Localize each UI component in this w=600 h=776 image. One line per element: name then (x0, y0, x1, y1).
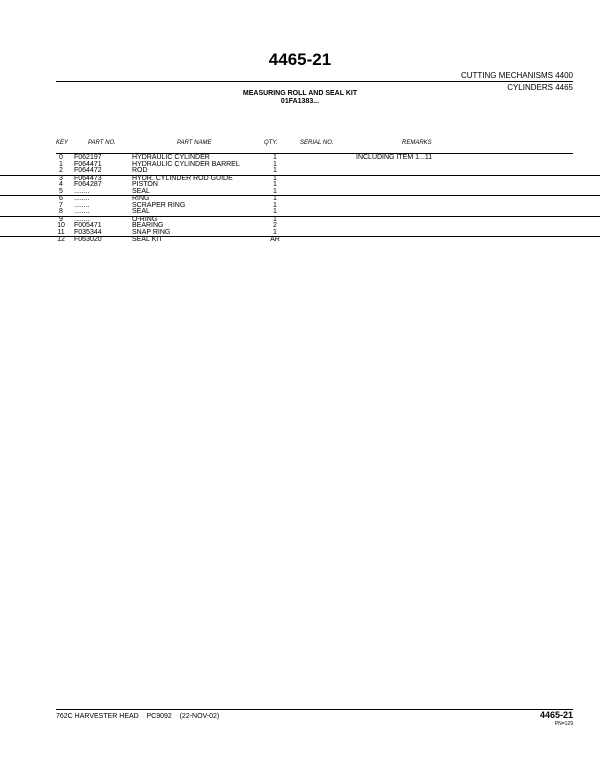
cell-part-no: F005471 (74, 222, 102, 229)
cell-part-no: F064472 (74, 167, 102, 174)
cell-key: 4 (59, 181, 63, 188)
cell-part-no: ........ (74, 215, 90, 223)
cell-part-name: HYDR. CYLINDER ROD GUIDE (132, 174, 233, 182)
column-header-remarks: REMARKS (402, 140, 432, 146)
table-row (0, 237, 600, 244)
cell-key: 7 (59, 201, 63, 209)
cell-qty: AR (270, 236, 280, 243)
cell-part-no: F035344 (74, 228, 102, 236)
parts-table (0, 155, 600, 244)
cell-part-no: ........ (74, 208, 90, 215)
cell-part-name: SEAL (132, 187, 150, 195)
cell-part-name: SEAL (132, 208, 150, 215)
column-header-serial-no: SERIAL NO. (300, 140, 334, 146)
cell-key: 11 (57, 228, 65, 236)
cell-qty: 1 (273, 187, 277, 195)
cell-key: 5 (59, 187, 63, 195)
footer-info (56, 713, 219, 720)
footer-divider (56, 709, 573, 710)
column-header-part-no: PART NO. (88, 140, 116, 146)
heading-title: MEASURING ROLL AND SEAL KIT (242, 90, 358, 97)
cell-key: 2 (59, 167, 63, 174)
cell-part-no: ........ (74, 201, 90, 209)
cell-part-no: ........ (74, 195, 90, 202)
cell-qty: 1 (273, 195, 277, 202)
cell-part-name: SEAL KIT (132, 236, 163, 243)
cell-qty: 1 (273, 201, 277, 209)
section-title: CUTTING MECHANISMS 4400 (460, 71, 573, 80)
cell-qty: 1 (273, 154, 277, 161)
cell-part-name: O-RING (132, 215, 158, 223)
parts-group-heading (0, 90, 600, 106)
cell-key: 9 (59, 215, 63, 223)
column-headers (0, 140, 600, 150)
cell-qty: 1 (273, 167, 277, 174)
footer-page-number: 4465-21 (539, 710, 573, 720)
cell-part-no: F064473 (74, 174, 102, 182)
cell-part-name: SNAP RING (132, 228, 171, 236)
cell-qty: 1 (273, 160, 277, 168)
cell-part-no: F062197 (74, 154, 102, 161)
column-header-part-name: PART NAME (177, 140, 212, 146)
table-row (0, 189, 600, 197)
table-row (0, 209, 600, 217)
cell-remarks: INCLUDING ITEM 1...11 (356, 154, 433, 161)
cell-qty: 1 (273, 215, 277, 223)
cell-part-no: F063020 (74, 236, 102, 243)
cell-part-name: BEARING (132, 222, 164, 229)
cell-qty: 1 (273, 174, 277, 182)
cell-qty: 1 (273, 228, 277, 236)
cell-key: 3 (59, 174, 63, 182)
cell-part-name: PISTON (132, 181, 158, 188)
footer-date: (22-NOV-02) (179, 713, 220, 720)
cell-part-name: HYDRAULIC CYLINDER BARREL (132, 160, 240, 168)
cell-key: 6 (59, 195, 63, 202)
cell-qty: 2 (273, 222, 277, 229)
footer-catalog: PC9092 (146, 713, 172, 720)
heading-serial-range: 01FA1383... (280, 98, 320, 105)
footer-product: 762C HARVESTER HEAD (56, 713, 139, 720)
cell-qty: 1 (273, 208, 277, 215)
cell-part-name: ROD (132, 167, 148, 174)
cell-part-no: F064471 (74, 160, 102, 168)
top-divider (56, 81, 573, 82)
cell-part-no: ........ (74, 187, 90, 195)
cell-part-name: SCRAPER RING (132, 201, 186, 209)
cell-part-name: RING (132, 195, 150, 202)
page-number: 4465-21 (268, 50, 332, 69)
cell-key: 0 (59, 154, 63, 161)
cell-key: 10 (57, 222, 65, 229)
cell-part-no: F064287 (74, 181, 102, 188)
cell-part-name: HYDRAULIC CYLINDER (132, 154, 210, 161)
cell-key: 12 (57, 236, 65, 243)
group-title: CYLINDERS 4465 (507, 83, 573, 92)
cell-key: 1 (59, 160, 63, 168)
footer-pn: PN=129 (554, 721, 573, 727)
cell-qty: 1 (273, 181, 277, 188)
column-header-key: KEY (56, 140, 69, 146)
column-header-qty: QTY. (264, 140, 278, 146)
cell-key: 8 (59, 208, 63, 215)
